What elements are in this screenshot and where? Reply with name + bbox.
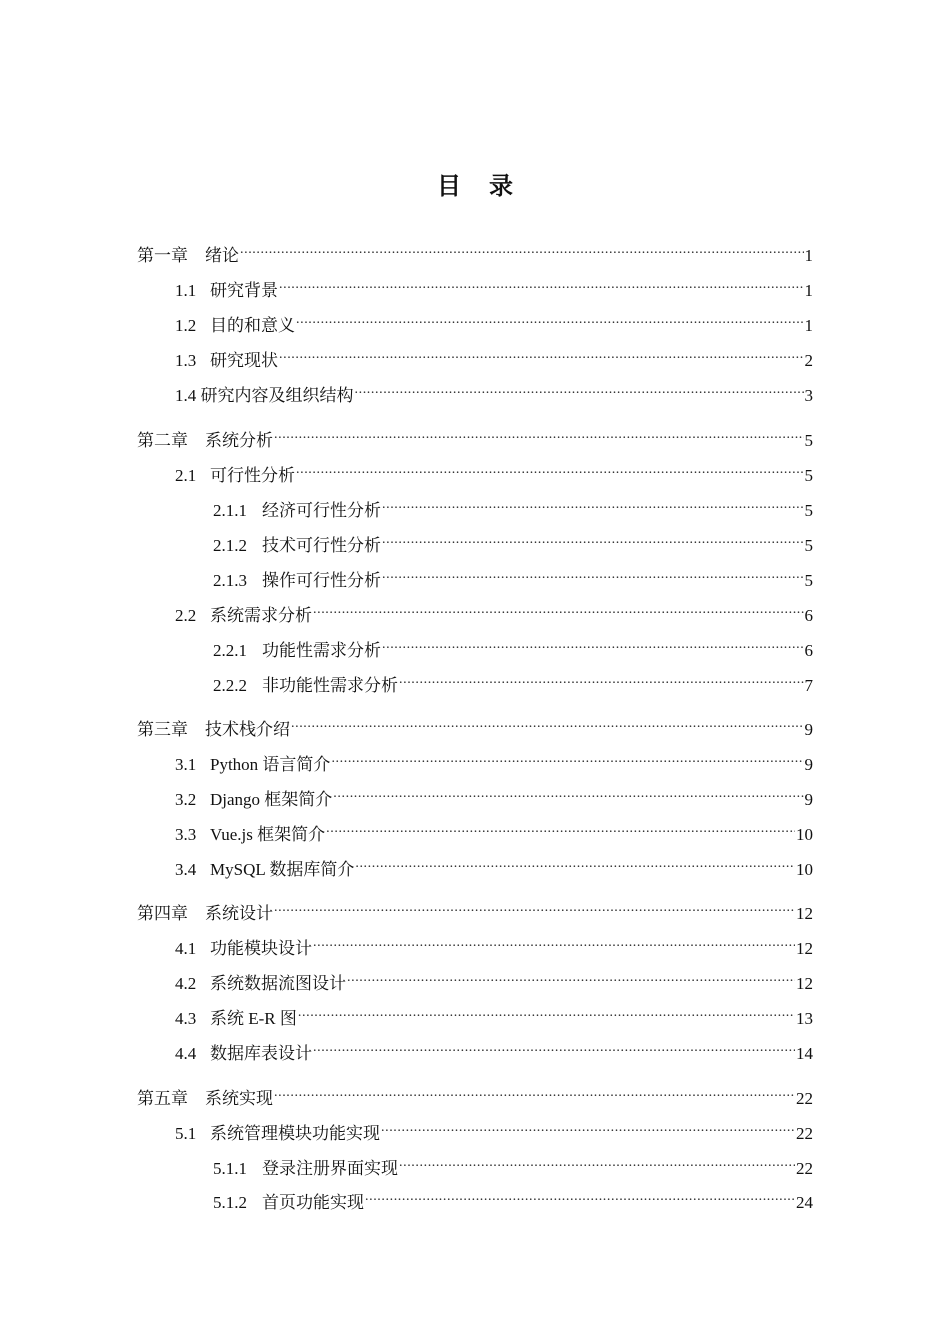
entry-title: 功能性需求分析 [262,641,381,660]
toc-entry-3-3[interactable] [175,818,813,844]
entry-number: 2.1.1 [213,501,247,520]
entry-page-number: 6 [804,606,813,625]
dot-leader [279,344,804,366]
dot-leader [291,713,804,735]
dot-leader [313,1037,795,1059]
entry-title: 研究背景 [210,281,278,300]
toc-entry-chapter-3[interactable] [137,713,813,739]
toc-entry-2-2[interactable] [175,599,813,625]
entry-title: 技术栈介绍 [205,720,290,739]
toc-entry-4-4[interactable] [175,1037,813,1063]
dot-leader [333,783,803,805]
dot-leader [381,1117,795,1139]
toc-entry-3-4[interactable] [175,853,813,879]
entry-page-number: 7 [804,676,813,695]
entry-page-number: 14 [796,1044,813,1063]
entry-number: 5.1 [175,1124,197,1143]
entry-number: 第一章 [137,246,188,265]
entry-page-number: 5 [804,431,813,450]
toc-entry-5-1[interactable] [175,1117,813,1143]
dot-leader [355,853,795,875]
entry-page-number: 1 [804,316,813,335]
dot-leader [298,1002,795,1024]
entry-page-number: 24 [796,1193,813,1212]
entry-title: 系统需求分析 [210,606,312,625]
entry-page-number: 10 [796,860,813,879]
entry-title: 登录注册界面实现 [262,1159,398,1178]
entry-title: 功能模块设计 [210,939,312,958]
dot-leader [279,274,804,296]
entry-title: 系统 E-R 图 [210,1009,297,1028]
entry-number: 2.2.1 [213,641,247,660]
entry-number: 5.1.2 [213,1193,247,1212]
toc-entry-1-2[interactable] [175,309,813,335]
title-char-1: 目 [437,172,461,200]
toc-entry-1-3[interactable] [175,344,813,370]
entry-title: 非功能性需求分析 [262,676,398,695]
entry-title: 系统管理模块功能实现 [210,1124,380,1143]
title-char-2: 录 [489,172,513,200]
entry-title: MySQL 数据库简介 [210,860,355,879]
toc-entry-chapter-4[interactable] [137,897,813,923]
toc-entry-chapter-2[interactable] [137,424,813,450]
entry-title: 绪论 [205,246,239,265]
entry-page-number: 12 [796,904,813,923]
entry-page-number: 13 [796,1009,813,1028]
dot-leader [296,309,804,331]
dot-leader [399,1152,795,1174]
entry-page-number: 9 [804,755,813,774]
entry-page-number: 5 [804,501,813,520]
dot-leader [382,529,804,551]
entry-title: 系统数据流图设计 [210,974,346,993]
dot-leader [399,669,804,691]
toc-entry-2-2-1[interactable] [213,634,813,660]
entry-number: 4.1 [175,939,197,958]
entry-page-number: 9 [804,790,813,809]
entry-number: 第二章 [137,431,188,450]
entry-title: 系统分析 [205,431,273,450]
entry-number: 4.3 [175,1009,197,1028]
entry-title: 操作可行性分析 [262,571,381,590]
entry-title: 系统实现 [205,1089,273,1108]
entry-title: 首页功能实现 [262,1193,364,1212]
toc-entry-2-1-2[interactable] [213,529,813,555]
toc-entry-chapter-5[interactable] [137,1082,813,1108]
toc-entry-3-1[interactable] [175,748,813,774]
entry-number: 1.3 [175,351,197,370]
entry-page-number: 6 [804,641,813,660]
entry-title: 经济可行性分析 [262,501,381,520]
entry-title: 数据库表设计 [210,1044,312,1063]
entry-page-number: 22 [796,1089,813,1108]
entry-title: Vue.js 框架简介 [210,825,326,844]
dot-leader [331,748,803,770]
entry-number: 第四章 [137,904,188,923]
toc-entry-4-2[interactable] [175,967,813,993]
dot-leader [313,599,804,621]
entry-page-number: 12 [796,974,813,993]
toc-entry-2-2-2[interactable] [213,669,813,695]
toc-entry-5-1-1[interactable] [213,1152,813,1178]
entry-title: Python 语言简介 [210,755,331,774]
entry-title: 系统设计 [205,904,273,923]
entry-number: 5.1.1 [213,1159,247,1178]
entry-number: 第三章 [137,720,188,739]
entry-page-number: 1 [804,246,813,265]
toc-entry-chapter-1[interactable] [137,239,813,265]
dot-leader [274,424,804,446]
entry-number: 2.1.2 [213,536,247,555]
page-title [0,166,950,201]
entry-number: 1.1 [175,281,197,300]
entry-title: Django 框架简介 [210,790,333,809]
entry-title: 可行性分析 [210,466,295,485]
dot-leader [365,1186,795,1208]
dot-leader [274,1082,795,1104]
entry-number: 2.2 [175,606,197,625]
entry-number: 第五章 [137,1089,188,1108]
toc-entry-2-1[interactable] [175,459,813,485]
toc-entry-3-2[interactable] [175,783,813,809]
entry-number: 4.2 [175,974,197,993]
dot-leader [313,932,795,954]
dot-leader [382,494,804,516]
entry-number: 4.4 [175,1044,197,1063]
entry-page-number: 22 [796,1124,813,1143]
toc-entry-1-1[interactable] [175,274,813,300]
entry-page-number: 2 [804,351,813,370]
entry-number: 3.1 [175,755,197,774]
entry-number: 2.2.2 [213,676,247,695]
entry-title: 研究现状 [210,351,278,370]
dot-leader [296,459,804,481]
toc-entry-4-3[interactable] [175,1002,813,1028]
entry-page-number: 12 [796,939,813,958]
entry-number: 1.2 [175,316,197,335]
toc-entry-2-1-1[interactable] [213,494,813,520]
toc-entry-1-4[interactable] [175,379,813,405]
toc-entry-2-1-3[interactable] [213,564,813,590]
entry-page-number: 3 [804,386,813,405]
entry-page-number: 5 [804,536,813,555]
entry-title: 目的和意义 [210,316,295,335]
entry-page-number: 22 [796,1159,813,1178]
toc-entry-5-1-2[interactable] [213,1186,813,1212]
entry-page-number: 9 [804,720,813,739]
entry-number: 3.2 [175,790,197,809]
entry-number: 3.4 [175,860,197,879]
dot-leader [274,897,795,919]
entry-number: 3.3 [175,825,197,844]
dot-leader [240,239,804,261]
entry-page-number: 1 [804,281,813,300]
entry-page-number: 10 [796,825,813,844]
entry-page-number: 5 [804,466,813,485]
dot-leader [347,967,795,989]
entry-number: 2.1 [175,466,197,485]
dot-leader [355,379,804,401]
toc-entry-4-1[interactable] [175,932,813,958]
entry-number: 2.1.3 [213,571,247,590]
entry-title: 技术可行性分析 [262,536,381,555]
entry-page-number: 5 [804,571,813,590]
dot-leader [382,564,804,586]
dot-leader [326,818,795,840]
entry-title: 1.4 研究内容及组织结构 [175,386,354,405]
dot-leader [382,634,804,656]
